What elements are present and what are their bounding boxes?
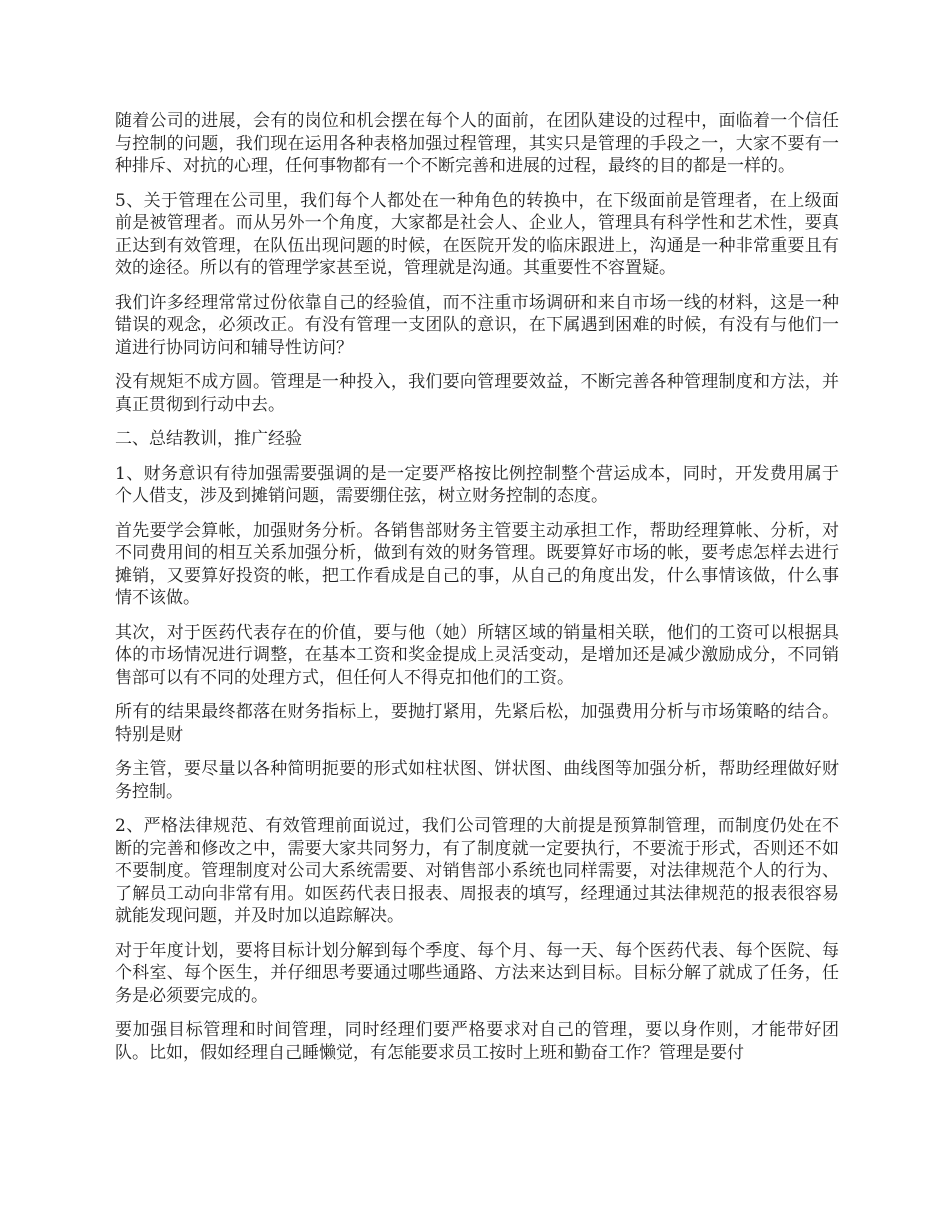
paragraph: 所有的结果最终都落在财务指标上，要抛打紧用，先紧后松，加强费用分析与市场策略的结合。特别是财 — [115, 702, 839, 745]
paragraph: 对于年度计划，要将目标计划分解到每个季度、每个月、每一天、每个医药代表、每个医院、每个科室、每个医生，并仔细思考要通过哪些通路、方法来达到目标。目标分解了就成了任务，任务是必须要完成的。 — [115, 940, 839, 1006]
document-body — [115, 110, 839, 1076]
paragraph: 务主管，要尽量以各种简明扼要的形式如柱状图、饼状图、曲线图等加强分析，帮助经理做好财务控制。 — [115, 759, 839, 802]
paragraph: 没有规矩不成方圆。管理是一种投入，我们要向管理要效益，不断完善各种管理制度和方法，并真正贯彻到行动中去。 — [115, 372, 839, 415]
section-heading: 二、总结教训，推广经验 — [115, 429, 302, 449]
paragraph: 5、关于管理在公司里，我们每个人都处在一种角色的转换中，在下级面前是管理者，在上级面前是被管理者。而从另外一个角度，大家都是社会人、企业人，管理具有科学性和艺术性，要真正达到有效管理，在队伍出现问题的时候，在医院开发的临床跟进上，沟通是一种非常重要且有效的途径。所以有的管理学家甚至说，管理就是沟通。其重要性不容置疑。 — [115, 190, 839, 278]
paragraph: 我们许多经理常常过份依靠自己的经验值，而不注重市场调研和来自市场一线的材料，这是一种错误的观念，必须改正。有没有管理一支团队的意识，在下属遇到困难的时候，有没有与他们一道进行协同访问和辅导性访问？ — [115, 292, 839, 358]
paragraph: 其次，对于医药代表存在的价值，要与他（她）所辖区域的销量相关联，他们的工资可以根据具体的市场情况进行调整，在基本工资和奖金提成上灵活变动，是增加还是减少激励成分，不同销售部可以有不同的处理方式，但任何人不得克扣他们的工资。 — [115, 622, 839, 688]
paragraph: 首先要学会算帐，加强财务分析。各销售部财务主管要主动承担工作，帮助经理算帐、分析，对不同费用间的相互关系加强分析，做到有效的财务管理。既要算好市场的帐，要考虑怎样去进行摊销，又要算好投资的帐，把工作看成是自己的事，从自己的角度出发，什么事情该做，什么事情不该做。 — [115, 520, 839, 608]
paragraph: 随着公司的进展，会有的岗位和机会摆在每个人的面前，在团队建设的过程中，面临着一个信任与控制的问题，我们现在运用各种表格加强过程管理，其实只是管理的手段之一，大家不要有一种排斥、对抗的心理，任何事物都有一个不断完善和进展的过程，最终的目的都是一样的。 — [115, 111, 839, 176]
paragraph: 要加强目标管理和时间管理，同时经理们要严格要求对自己的管理，要以身作则，才能带好团队。比如，假如经理自己睡懒觉，有怎能要求员工按时上班和勤奋工作？管理是要付 — [115, 1020, 839, 1063]
paragraph: 1、财务意识有待加强需要强调的是一定要严格按比例控制整个营运成本，同时，开发费用属于个人借支，涉及到摊销问题，需要绷住弦，树立财务控制的态度。 — [115, 463, 839, 506]
paragraph: 2、严格法律规范、有效管理前面说过，我们公司管理的大前提是预算制管理，而制度仍处在不断的完善和修改之中，需要大家共同努力，有了制度就一定要执行，不要流于形式，否则还不如不要制度。管理制度对公司大系统需要、对销售部小系统也同样需要，对法律规范个人的行为、了解员工动向非常有用。如医药代表日报表、周报表的填写，经理通过其法律规范的报表很容易就能发现问题，并及时加以追踪解决。 — [115, 816, 839, 926]
